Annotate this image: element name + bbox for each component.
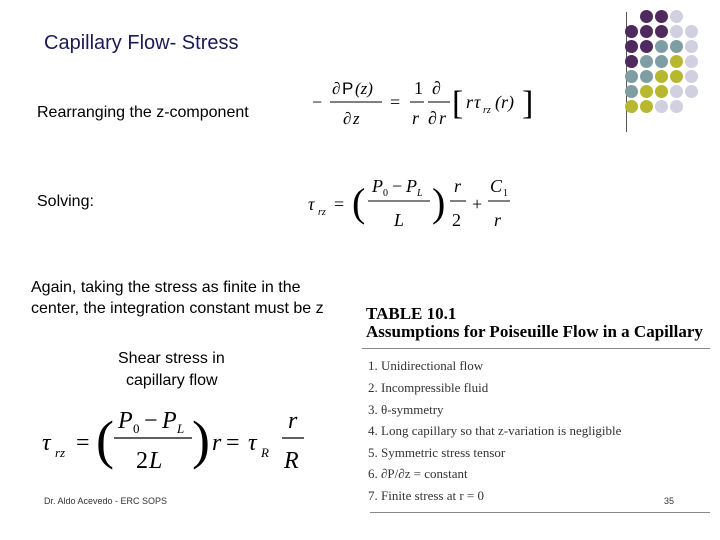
svg-text:L: L [177,421,185,436]
svg-text:[: [ [452,85,464,122]
table-item: 3. θ-symmetry [368,402,444,417]
dot [655,25,668,38]
shear-caption-line-1: Shear stress in [118,350,225,367]
paragraph-line-2: center, the integration constant must be z [31,300,324,317]
dot [685,85,698,98]
svg-text:P: P [342,79,354,98]
dot [625,25,638,38]
table-item: 2. Incompressible fluid [368,380,489,395]
svg-text:r: r [412,108,420,128]
dot [655,10,668,23]
dot [670,55,683,68]
svg-text:=: = [76,430,90,456]
svg-text:∂: ∂ [428,108,437,128]
svg-text:=: = [390,92,401,112]
svg-text:C: C [490,176,503,196]
dot [655,70,668,83]
svg-text:+: + [472,194,483,214]
dot [625,85,638,98]
decorative-dot-grid [638,10,718,130]
dot [655,100,668,113]
dot [640,25,653,38]
slide-title: Capillary Flow- Stress [44,32,239,54]
dot [655,55,668,68]
svg-text:−: − [392,176,403,196]
dot [685,55,698,68]
equation-solution [306,170,536,236]
table-label: TABLE 10.1 [366,304,457,323]
svg-text:r: r [466,92,474,112]
dot [625,55,638,68]
table-item: 5. Symmetric stress tensor [368,445,506,460]
svg-text:−: − [312,92,323,112]
svg-text:): ) [432,180,446,225]
page-number: 35 [664,496,675,506]
svg-text:−: − [144,408,158,434]
svg-text:1: 1 [414,78,423,98]
table-rule [362,348,710,349]
svg-text:L: L [394,210,405,230]
svg-text:r: r [288,408,298,434]
dot [670,85,683,98]
svg-text:(: ( [96,410,114,470]
svg-text:z: z [353,109,360,128]
dot [670,40,683,53]
dot [670,25,683,38]
svg-text:rz: rz [55,445,66,460]
rearranging-label: Rearranging the z-component [37,104,249,121]
svg-text:(r): (r) [495,92,514,112]
svg-text:1: 1 [503,188,508,199]
table-item: 7. Finite stress at r = 0 [368,488,485,503]
table-title: Assumptions for Poiseuille Flow in a Capillary [366,322,703,341]
svg-text:P: P [406,176,417,196]
svg-text:(: ( [352,180,366,225]
svg-text:∂: ∂ [332,79,341,98]
svg-text:0: 0 [133,421,140,436]
svg-text:r: r [212,430,222,456]
svg-text:): ) [192,410,210,470]
dot [670,100,683,113]
solving-label: Solving: [37,193,94,210]
table-item: 1. Unidirectional flow [368,358,484,373]
svg-text:R: R [261,445,269,460]
dot [670,10,683,23]
svg-text:(z): (z) [355,79,373,98]
svg-text:L: L [417,188,423,199]
dot [640,85,653,98]
footer-author: Dr. Aldo Acevedo - ERC SOPS [44,496,168,506]
dot [685,40,698,53]
svg-text:P: P [118,408,133,434]
svg-text:τ: τ [474,92,481,112]
svg-text:r: r [494,210,502,230]
svg-text:P: P [162,408,177,434]
table-item: 4. Long capillary so that z-variation is negligible [368,423,622,438]
dot [625,40,638,53]
svg-text:τ: τ [308,194,315,214]
dot [640,40,653,53]
dot [640,10,653,23]
svg-text:2: 2 [136,448,148,474]
svg-text:τ: τ [248,430,257,456]
svg-text:r: r [454,176,462,196]
dot [625,70,638,83]
svg-text:∂: ∂ [343,109,352,128]
dot [655,40,668,53]
dot [655,85,668,98]
svg-text:]: ] [522,85,534,122]
svg-text:P: P [372,176,383,196]
svg-text:rz: rz [483,105,491,116]
dot [685,25,698,38]
paragraph-line-1: Again, taking the stress as finite in the [31,279,301,296]
svg-text:rz: rz [318,207,326,218]
svg-text:2: 2 [452,210,461,230]
dot [640,100,653,113]
svg-text:∂: ∂ [432,78,441,98]
dot [625,100,638,113]
shear-caption-line-2: capillary flow [126,372,218,389]
svg-text:R: R [284,448,299,474]
dot [640,70,653,83]
svg-text:L: L [149,448,163,474]
svg-text:=: = [226,430,240,456]
dot [640,55,653,68]
svg-text:r: r [439,108,447,128]
equation-shear-stress [40,400,340,484]
assumptions-table [362,296,712,514]
svg-text:=: = [334,194,345,214]
svg-text:τ: τ [42,430,51,456]
table-item: 6. ∂P/∂z = constant [368,466,468,481]
equation-rearranged [300,70,550,140]
svg-text:0: 0 [383,188,388,199]
dot [670,70,683,83]
table-bottom-rule [370,512,710,513]
dot [685,70,698,83]
